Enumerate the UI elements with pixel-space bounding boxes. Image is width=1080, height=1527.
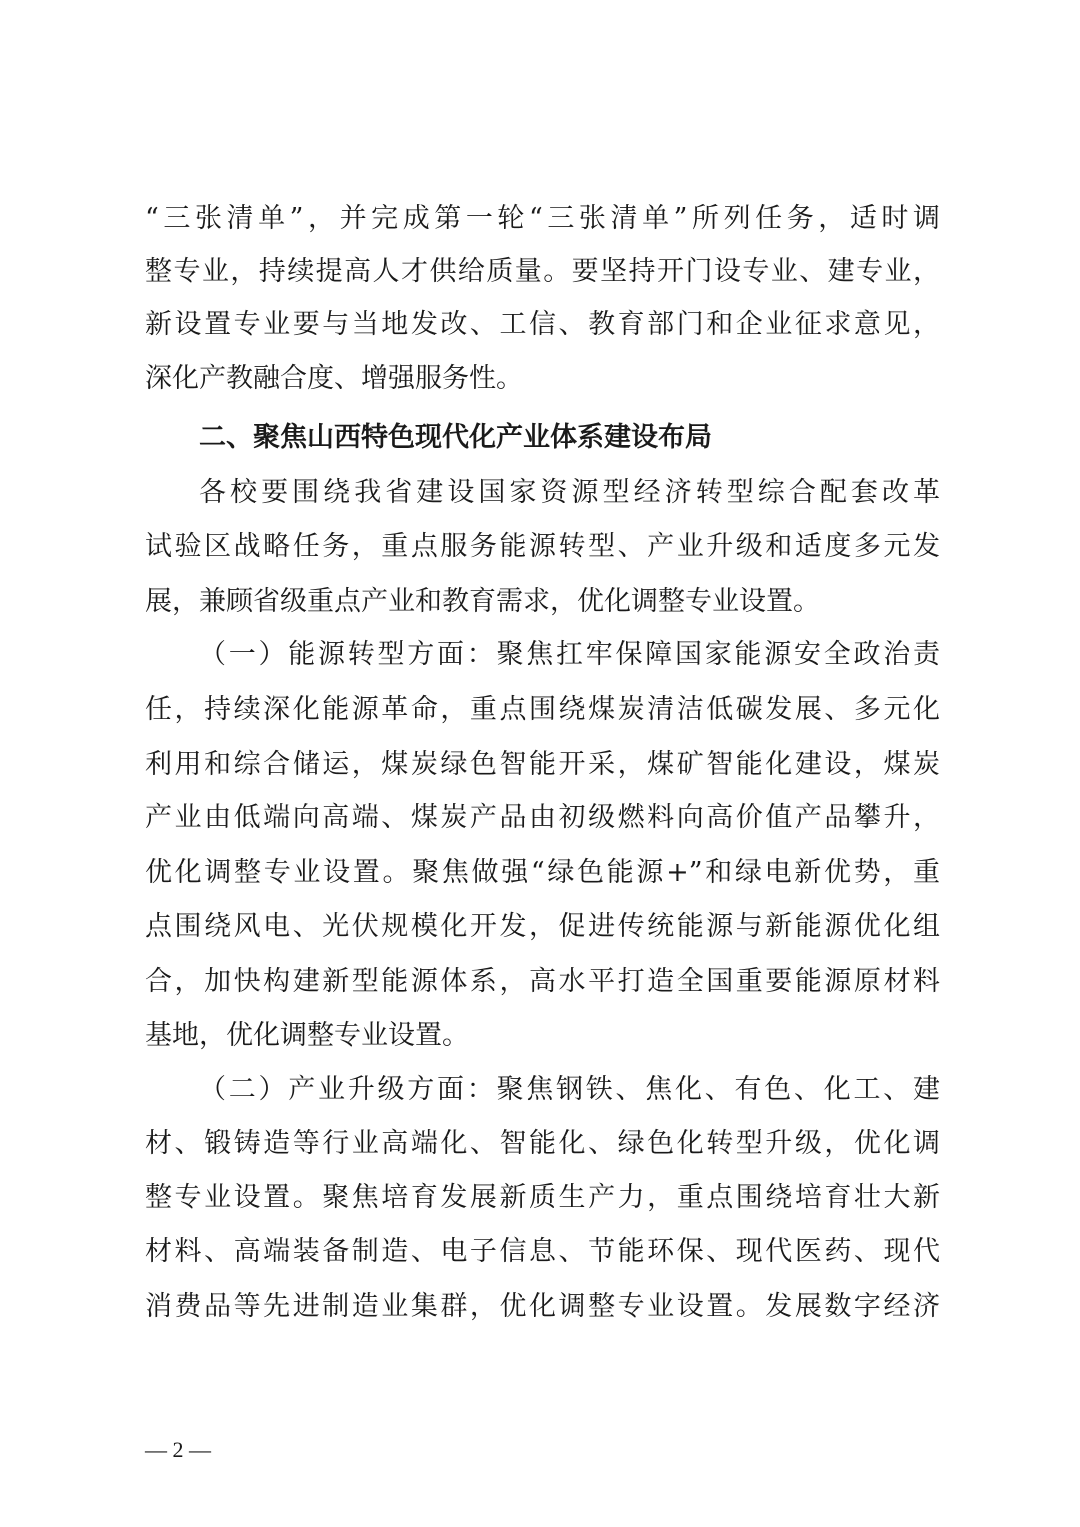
text-line: 整专业设置。聚焦培育发展新质生产力，重点围绕培育壮大新 <box>145 1182 940 1213</box>
text-line: （一）能源转型方面：聚焦扛牢保障国家能源安全政治责 <box>199 639 940 670</box>
text-line: 利用和综合储运，煤炭绿色智能开采，煤矿智能化建设，煤炭 <box>145 749 940 780</box>
text-line: 优化调整专业设置。聚焦做强“绿色能源+”和绿电新优势，重 <box>145 857 940 888</box>
text-line: （二）产业升级方面：聚焦钢铁、焦化、有色、化工、建 <box>199 1074 940 1105</box>
text-line: 消费品等先进制造业集群，优化调整专业设置。发展数字经济 <box>145 1291 940 1322</box>
text-line: 任，持续深化能源革命，重点围绕煤炭清洁低碳发展、多元化 <box>145 694 940 725</box>
text-line: 各校要围绕我省建设国家资源型经济转型综合配套改革 <box>199 477 940 508</box>
text-line: 产业由低端向高端、煤炭产品由初级燃料向高价值产品攀升， <box>145 802 940 833</box>
text-line: 点围绕风电、光伏规模化开发，促进传统能源与新能源优化组 <box>145 911 940 942</box>
text-line: 整专业，持续提高人才供给质量。要坚持开门设专业、建专业， <box>145 256 940 287</box>
text-line: “三张清单”，并完成第一轮“三张清单”所列任务，适时调 <box>145 203 940 234</box>
text-line: 展，兼顾省级重点产业和教育需求，优化调整专业设置。 <box>145 586 820 617</box>
section-heading: 二、聚焦山西特色现代化产业体系建设布局 <box>199 422 712 453</box>
text-line: 试验区战略任务，重点服务能源转型、产业升级和适度多元发 <box>145 531 940 562</box>
text-line: 基地，优化调整专业设置。 <box>145 1020 469 1051</box>
text-line: 新设置专业要与当地发改、工信、教育部门和企业征求意见， <box>145 309 940 340</box>
text-line: 深化产教融合度、增强服务性。 <box>145 363 523 394</box>
text-line: 材、锻铸造等行业高端化、智能化、绿色化转型升级，优化调 <box>145 1128 940 1159</box>
text-line: 材料、高端装备制造、电子信息、节能环保、现代医药、现代 <box>145 1236 940 1267</box>
page-number: — 2 — <box>145 1437 211 1462</box>
text-line: 合，加快构建新型能源体系，高水平打造全国重要能源原材料 <box>145 966 940 997</box>
